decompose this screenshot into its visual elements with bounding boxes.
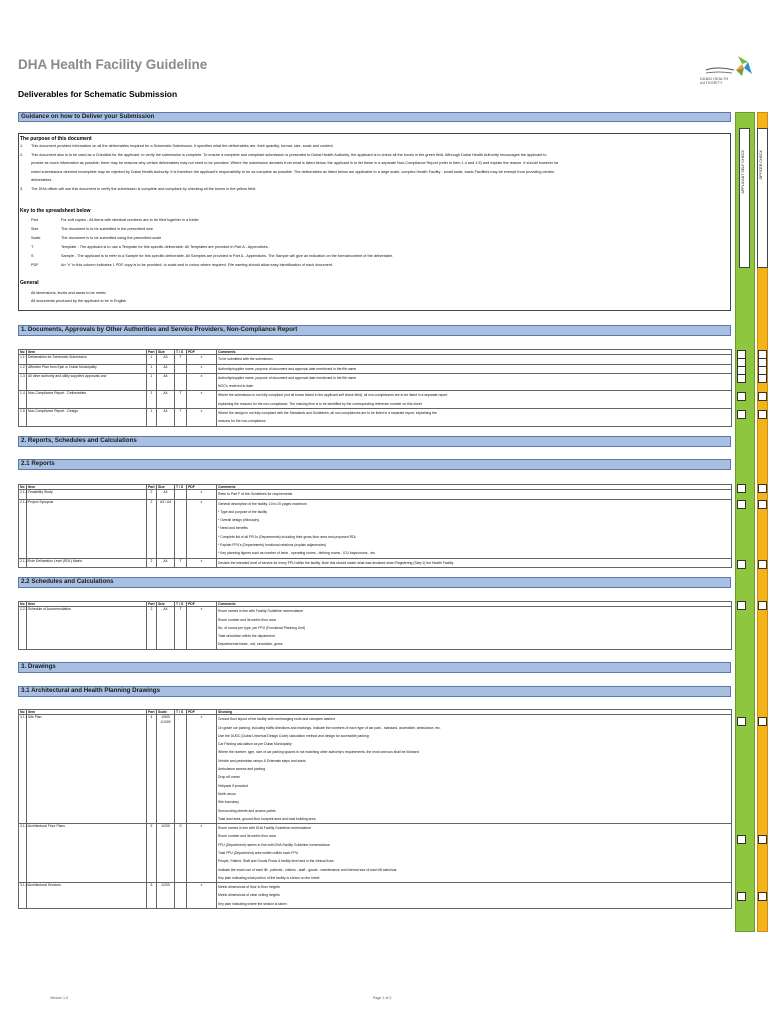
cell-comments (217, 824, 732, 883)
cell-pdf: x (187, 364, 217, 373)
column-header-items: Item (27, 602, 147, 607)
cell-no: 2.2.1 (19, 607, 27, 649)
comment-line: North arrow (218, 791, 236, 796)
column-header-pdf: PDF (187, 710, 217, 715)
applicant-checkbox[interactable] (737, 392, 746, 401)
column-header-part: Part (148, 485, 155, 489)
comment-line: Key plan indicating what portion of the facility is shown on the sheet (218, 875, 320, 880)
general-item: All documents produced by the applicant to be in English (31, 299, 127, 303)
cell-scale: 1/200 (157, 883, 175, 909)
cell-ts (175, 499, 187, 558)
comment-line: Declare the intended level of service for every FPU within the facility. Note this should match what was declared when Registering (Step 1) the Health Facility (218, 560, 454, 565)
comment-line: Surrounding streets and access points (218, 808, 276, 813)
cell-ts (175, 373, 187, 391)
comment-line: Car Parking calculation as per Dubai Municipality (218, 742, 292, 747)
applicant-checkbox[interactable] (737, 892, 746, 901)
table-row (19, 364, 732, 373)
cell-no: 3.1.2 (19, 824, 27, 883)
cell-part: 5 (147, 824, 157, 883)
comment-line: Where the design is not fully compliant with the Standards and Guidelines, all non-compliances are to be listed in a separate report, explaining the (218, 411, 437, 416)
cell-item: Affection Plan from Ejari or Dubai Municipality (27, 364, 147, 373)
cell-comments (217, 499, 732, 558)
table-section-2-1 (18, 484, 732, 568)
purpose-number: 3. (20, 187, 24, 191)
cell-part: 1 (147, 355, 157, 364)
purpose-number: 1. (20, 144, 24, 148)
comment-line: Helipads if provided (218, 783, 248, 788)
table-row (19, 824, 732, 883)
comment-line: * Complete list of all FPU's (Departments) including their gross floor area and proposed RDL (218, 534, 357, 539)
comment-line: Departmental totals - net, circulation, gross (218, 642, 283, 647)
comment-line: Indicate the exact use of each lift - patients - visitors - staff - goods - maintenance and internal size of each lift cabin/car (218, 867, 397, 872)
cell-no: 2.1.1 (19, 490, 27, 499)
document-subtitle: Deliverables for Schematic Submission (18, 89, 178, 99)
comment-line: NOC's received to date (218, 384, 253, 389)
cell-size: A3 / A4 (157, 499, 175, 558)
cell-item: Role Delineation Level (RDL) Matrix (27, 558, 147, 567)
table-row (19, 355, 732, 364)
cell-part: 4 (147, 715, 157, 824)
cell-part: 1 (147, 373, 157, 391)
table-section-1 (18, 349, 732, 427)
purpose-title: The purpose of this document (20, 136, 92, 142)
table-row (19, 391, 732, 409)
column-header-items: Item (27, 350, 147, 355)
applicant-checkbox[interactable] (737, 560, 746, 569)
cell-comments (217, 883, 732, 909)
column-header-size: Size (157, 350, 175, 355)
table-row (19, 499, 732, 558)
cell-size: A3 (157, 355, 175, 364)
key-definition: The document is to be submitted in the prescribed size (61, 227, 154, 231)
comment-line: Authority/supplier name, purpose of document and approval date mentioned in the file name (218, 366, 357, 371)
cell-pdf: x (187, 490, 217, 499)
table-row (19, 883, 732, 909)
cell-part: 2 (147, 607, 157, 649)
cell-no: 1.4 (19, 391, 27, 409)
cell-comments (217, 607, 732, 649)
comment-line: Drop off zones (218, 775, 240, 780)
cell-comments (217, 490, 732, 499)
purpose-text: deliverables. (31, 178, 53, 183)
column-header-items: Item (27, 485, 147, 490)
cell-size: A4 (157, 391, 175, 409)
column-header-ts: T / S (175, 350, 187, 355)
table-row (19, 490, 732, 499)
key-definition: Template - The applicant is to use a Template for this specific deliverable. All Templates are provided in Part A - Appendices. (61, 245, 269, 249)
column-header-ts: T / S (175, 485, 187, 490)
guidance-box (18, 133, 731, 311)
cell-ts (175, 364, 187, 373)
officer-checkbox[interactable] (758, 410, 767, 419)
cell-no: 1.5 (19, 409, 27, 427)
cell-no: 2.1.2 (19, 499, 27, 558)
table-row (19, 607, 732, 649)
section-1-header: 1. Documents, Approvals by Other Authorities and Service Providers, Non-Compliance Report (18, 325, 731, 336)
comment-line: Room number and its metric floor area (218, 617, 276, 622)
cell-part: 1 (147, 409, 157, 427)
key-term: T (31, 245, 34, 249)
officer-checkbox[interactable] (758, 484, 767, 493)
cell-size: A4 (157, 364, 175, 373)
document-title: DHA Health Facility Guideline (18, 57, 208, 72)
cell-ts: T (175, 355, 187, 364)
comment-line: General description of the facility, 10 to 20 pages maximum (218, 501, 307, 506)
cell-ts: T (175, 409, 187, 427)
column-header-no: No (20, 350, 25, 354)
column-header-ts: T / S (175, 602, 187, 607)
key-term: S (31, 254, 34, 258)
cell-comments (217, 409, 732, 427)
cell-size: A4 (157, 373, 175, 391)
comment-line: Metric dimensions of floor to floor heights (218, 885, 280, 890)
cell-part: 1 (147, 391, 157, 409)
comment-line: FPU (Department) names in line with DHA Facility Guideline nomenclature (218, 842, 330, 847)
cell-ts: T (175, 607, 187, 649)
cell-part: 1 (147, 364, 157, 373)
applicant-checkbox[interactable] (737, 500, 746, 509)
key-term: PDF (31, 263, 39, 267)
applicant-self-check-label: APPLICANT SELF CHECK (741, 150, 745, 194)
cell-pdf: x (187, 409, 217, 427)
comment-line: * Need and benefits (218, 526, 248, 531)
officer-checkbox[interactable] (758, 717, 767, 726)
applicant-checkbox[interactable] (737, 835, 746, 844)
key-term: Size (31, 227, 39, 231)
cell-ts (175, 715, 187, 824)
column-header-scale: Scale (157, 710, 175, 715)
cell-item: Non-Compliance Report - Design (27, 409, 147, 427)
key-definition: An "x" in this column indicates 1 PDF copy is to be provided, to scale and in colour where required. File naming should allow easy identification of each document. (61, 263, 333, 267)
purpose-text: noted submissions deemed incomplete may be rejected by Dubai Health Authority. It is therefore the applicant's responsibility to be as complete as possible. The deliverables as listed below are applicable to a large scale, complex Health Facility - small scale, basic Facilities may be exempt from providing certain (31, 169, 554, 174)
cell-ts: S (175, 824, 187, 883)
cell-part: 2 (147, 558, 157, 567)
comment-line: * Key planning figures such as number of beds - operating rooms - birthing rooms - ICU bays/rooms - etc. (218, 551, 376, 556)
cell-part: 2 (147, 490, 157, 499)
comment-line: * Explain FPU's (Departments) functional relations (explain adjacencies) (218, 543, 327, 548)
comment-line: Vehicle and pedestrian ramps & Externals steps and stairs (218, 758, 306, 763)
cell-ts: T (175, 391, 187, 409)
column-header-showing: Showing (217, 710, 732, 715)
footer-version: Version 1.0 (50, 996, 68, 1000)
applicant-checkbox[interactable] (737, 410, 746, 419)
column-header-no: No (20, 485, 25, 489)
table-row (19, 373, 732, 391)
column-header-size: Size (157, 602, 175, 607)
table-section-3-1 (18, 709, 732, 909)
cell-scale: 1/200 (157, 824, 175, 883)
key-definition: The document is to be submitted using the prescribed scale (61, 236, 162, 240)
comment-line: Room names in line with DHA Facility Guideline nomenclature (218, 826, 312, 831)
cell-scale: 1/500 1/1000 (157, 715, 175, 824)
column-header-part: Part (148, 710, 155, 714)
cell-pdf: x (187, 558, 217, 567)
cell-item: Architectural Floor Plans (27, 824, 147, 883)
section-3-1-header: 3.1 Architectural and Health Planning Drawings (18, 686, 731, 697)
comment-line: People, Patient, Staff and Goods Flows & facility level and in the clinical Area (218, 859, 334, 864)
cell-item: Non-Compliance Report - Deliverables (27, 391, 147, 409)
column-header-part: Part (148, 350, 155, 354)
cell-ts (175, 490, 187, 499)
cell-no: 1.2 (19, 364, 27, 373)
key-term: Part (31, 218, 38, 222)
section-2-2-header: 2.2 Schedules and Calculations (18, 577, 731, 588)
column-header-comments: Comments (217, 485, 732, 490)
table-section-2-2 (18, 601, 732, 650)
comment-line: Where the number, type, size of car parking spaces is not matching other authority's requirements, the most onerous shall be followed (218, 750, 419, 755)
cell-size: A4 (157, 409, 175, 427)
cell-no: 1.1 (19, 355, 27, 364)
guidance-header: Guidance on how to Deliver your Submission (18, 112, 731, 122)
table-row (19, 409, 732, 427)
cell-pdf: x (187, 607, 217, 649)
cell-ts: T (175, 558, 187, 567)
column-header-no: No (20, 710, 25, 714)
comment-line: No. of rooms per type, per FPU (Functional Planning Unit) (218, 625, 306, 630)
officer-checkbox[interactable] (758, 374, 767, 383)
cell-comments (217, 558, 732, 567)
purpose-text: The DHA officer will use this document to verify the submission is complete and compliant by checking all the boxes in the yellow field. (31, 187, 257, 191)
cell-comments (217, 391, 732, 409)
cell-comments (217, 715, 732, 824)
key-definition: Sample - The applicant is to refer to a Sample for this specific deliverable. All Samples are provided in Part A - Appendices. The Sample will give an indication on the format/content of the deliverable. (61, 254, 394, 258)
comment-line: Key plan indicating where the section is taken (218, 901, 287, 906)
officer-label-box (757, 128, 768, 268)
comment-line: Total circulation within the department (218, 634, 275, 639)
key-title: Key to the spreadsheet below (20, 208, 91, 214)
cell-comments (217, 364, 732, 373)
column-header-part: Part (148, 602, 155, 606)
comment-line: Total land area, ground floor footprint area and total building area (218, 816, 316, 821)
officer-checkbox[interactable] (758, 835, 767, 844)
comment-line: Where the submission is not fully compliant (not all boxes ticked in the applicant self check field), all non-compliances are to be listed in a separate report (218, 393, 448, 398)
cell-no: 2.1.3 (19, 558, 27, 567)
cell-item: Feasibility Study (27, 490, 147, 499)
officer-checkbox[interactable] (758, 392, 767, 401)
purpose-text: This document also is to be used as a Checklist for the applicant, to verify the submission is complete. To ensure a complete and compliant submission is presented to Dubai Health Authority, the applicant is to check all the boxes in the green field. Although Dubai Health Authority encourages the applicant to (31, 152, 547, 157)
cell-no: 3.1.3 (19, 883, 27, 909)
table-row (19, 715, 732, 824)
cell-item: Deliverables for Schematic Submission (27, 355, 147, 364)
applicant-label-box (739, 128, 750, 268)
officer-checkbox[interactable] (758, 560, 767, 569)
comment-line: Site boundary (218, 800, 239, 805)
column-header-size: Size (157, 485, 175, 490)
purpose-text: This document provides information on all the deliverables required for a Schematic Submission. It specifies what the deliverables are, their quantity, format, size, scale and content. (31, 144, 334, 148)
applicant-checkbox[interactable] (737, 601, 746, 610)
section-3-header: 3. Drawings (18, 662, 731, 673)
cell-comments (217, 355, 732, 364)
comment-line: To be submitted with the submission (218, 357, 273, 362)
cell-item: Architectural Sections (27, 883, 147, 909)
column-header-ts: T / S (175, 710, 187, 715)
cell-pdf: x (187, 391, 217, 409)
comment-line: * Overall design philosophy (218, 518, 260, 523)
cell-pdf: x (187, 373, 217, 391)
cell-item: Project Synopsis (27, 499, 147, 558)
cell-part: 2 (147, 499, 157, 558)
comment-line: reasons for the non-compliance. (218, 419, 267, 424)
officer-checkbox[interactable] (758, 601, 767, 610)
cell-pdf: x (187, 715, 217, 824)
cell-size: A4 (157, 490, 175, 499)
comment-line: Metric dimensions of clear ceiling heights (218, 893, 280, 898)
applicant-checkbox[interactable] (737, 374, 746, 383)
applicant-checkbox[interactable] (737, 484, 746, 493)
officer-checkbox[interactable] (758, 892, 767, 901)
cell-pdf: x (187, 355, 217, 364)
cell-no: 3.1.1 (19, 715, 27, 824)
general-item: All dimensions, levels and areas to be metric (31, 291, 107, 295)
column-header-items: Item (27, 710, 147, 715)
cell-pdf: x (187, 883, 217, 909)
cell-ts (175, 883, 187, 909)
purpose-text: provide as much information as possible; there may be reasons why certain deliverables may not need to be provided. Where the submission deviates from what is listed below, the applicant is to list these in a separate Non-Compliance Report (refer to item 1.4 and 1.5) and explain the reason. It should however be (31, 161, 559, 166)
comment-line: Ambulance access and parking (218, 767, 266, 772)
section-2-header: 2. Reports, Schedules and Calculations (18, 436, 731, 447)
purpose-number: 2. (20, 152, 24, 157)
cell-pdf: x (187, 824, 217, 883)
footer-page: Page 1 of 2 (373, 996, 392, 1000)
cell-size: A4 (157, 558, 175, 567)
column-header-comments: Comments (217, 350, 732, 355)
column-header-pdf: PDF (187, 602, 217, 607)
column-header-pdf: PDF (187, 350, 217, 355)
cell-part: 6 (147, 883, 157, 909)
applicant-checkbox[interactable] (737, 717, 746, 726)
comment-line: Refer to Part F of the Guidelines for requirements (218, 492, 293, 497)
cell-size: A4 (157, 607, 175, 649)
cell-item: Site Plan (27, 715, 147, 824)
cell-item: Schedule of Accommodation (27, 607, 147, 649)
table-row (19, 558, 732, 567)
general-title: General (20, 280, 39, 286)
cell-no: 1.3 (19, 373, 27, 391)
cell-item: All other authority and utility suppliers approvals and (27, 373, 147, 391)
cell-pdf: x (187, 499, 217, 558)
comment-line: On grade car parking, including traffic directions and markings. Indicate the numbers of each type of car park - standard, accessible, ambulance, etc. (218, 725, 441, 730)
comment-line: Room number and its metric floor area (218, 834, 276, 839)
officer-checkbox[interactable] (758, 500, 767, 509)
key-definition: For soft copies - All items with identical numbers are to be filed together in a folder (61, 218, 199, 222)
comment-line: Total FPU (Department) area written within each FPU (218, 851, 299, 855)
cell-comments (217, 373, 732, 391)
comment-line: explaining the reasons for the non-compliance. The missing item is to be identified by the corresponding reference number on this sheet. (218, 401, 423, 406)
column-header-comments: Comments (217, 602, 732, 607)
column-header-no: No (20, 602, 25, 606)
comment-line: * Type and purpose of the facility (218, 509, 268, 514)
column-header-pdf: PDF (187, 485, 217, 490)
officer-check-label: OFFICER CHECK (759, 150, 763, 180)
comment-line: Ground floor layout of the facility with overhanging roofs and canopies dashed (218, 717, 335, 722)
logo-caption: DUBAI HEALTH AUTHORITY (700, 77, 729, 85)
comment-line: Use the DUDC (Dubai Universal Design Code) calculation method and design for accessible parking (218, 733, 369, 738)
section-2-1-header: 2.1 Reports (18, 459, 731, 470)
comment-line: Authority/supplier name, purpose of document and approval date mentioned in the file name (218, 375, 357, 380)
key-term: Scale (31, 236, 41, 240)
comment-line: Room names in line with Facility Guideline nomenclature (218, 609, 304, 614)
